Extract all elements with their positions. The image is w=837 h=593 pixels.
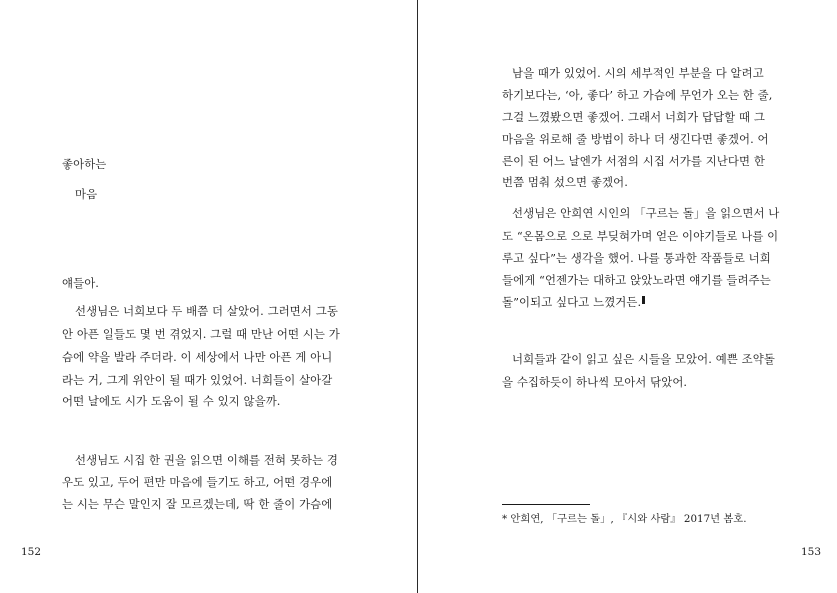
page-gutter-divider — [417, 0, 418, 593]
right-p3-line-1: 너희들과 같이 읽고 싶은 시들을 모았어. 예쁜 조약돌 — [512, 352, 775, 366]
left-p1-line-1: 선생님은 너희보다 두 배쯤 더 살았어. 그러면서 그동 — [75, 304, 338, 318]
footnote-rule — [502, 504, 590, 505]
left-p2-line-1: 선생님도 시집 한 권을 읽으면 이해를 전혀 못하는 경 — [75, 453, 338, 467]
left-p1-line-4: 라는 거, 그게 위안이 될 때가 있었어. 너희들이 살아갈 — [62, 373, 333, 387]
right-p2-line-3: 루고 싶다”는 생각을 했어. 나를 통과한 작품들로 너희 — [502, 251, 771, 265]
left-p1-line-2: 안 아픈 일들도 몇 번 겪었지. 그럴 때 만난 어떤 시는 가 — [62, 327, 340, 341]
greeting: 얘들아. — [62, 276, 100, 290]
right-p1-line-4: 마음을 위로해 줄 방법이 하나 더 생긴다면 좋겠어. 어 — [502, 132, 769, 146]
right-p1-line-2: 하기보다는, ‘아, 좋다’ 하고 가슴에 무언가 오는 한 줄, — [502, 88, 773, 102]
right-p2-line-2: 도 “온몸으로 으로 부딪혀가며 얻은 이야기들로 나를 이 — [502, 229, 779, 243]
heading-line-1: 좋아하는 — [62, 157, 107, 171]
left-p1-line-5: 어떤 날에도 시가 도움이 될 수 있지 않을까. — [62, 394, 281, 408]
end-of-section-mark — [642, 296, 645, 304]
left-page — [0, 0, 418, 593]
right-p1-line-6: 번쯤 멈춰 섰으면 좋겠어. — [502, 175, 628, 189]
left-p1-line-3: 슴에 약을 발라 주더라. 이 세상에서 나만 아픈 게 아니 — [62, 350, 333, 364]
right-p2-line-1: 선생님은 안희연 시인의 「구르는 돌」을 읽으면서 나 — [512, 206, 780, 220]
heading-line-2: 마음 — [75, 187, 98, 201]
left-p2-line-2: 우도 있고, 두어 편만 마음에 들기도 하고, 어떤 경우에 — [62, 475, 333, 489]
right-p2-line-4: 들에게 “언젠가는 대하고 앉았노라면 얘기를 들려주는 — [502, 273, 771, 287]
page-number-right: 153 — [801, 546, 822, 558]
right-p1-line-5: 른이 된 어느 날엔가 서점의 시집 서가를 지난다면 한 — [502, 154, 765, 168]
right-p1-line-3: 그걸 느꼈봤으면 좋겠어. 그래서 너희가 답답할 때 그 — [502, 110, 765, 124]
right-p2-line-5-text: 돌”이되고 싶다고 느꼈거든. — [502, 295, 642, 309]
page-number-left: 152 — [21, 546, 42, 558]
footnote: * 안희연, 「구르는 돌」, 『시와 사람』 2017년 봄호. — [502, 513, 747, 525]
left-p2-line-3: 는 시는 무슨 말인지 잘 모르겠는데, 딱 한 줄이 가슴에 — [62, 497, 333, 511]
right-page — [419, 0, 837, 593]
right-p3-line-2: 을 수집하듯이 하나씩 모아서 닦았어. — [502, 375, 688, 389]
right-p1-line-1: 남을 때가 있었어. 시의 세부적인 부분을 다 알려고 — [512, 66, 764, 80]
right-p2-line-5 — [502, 296, 645, 308]
